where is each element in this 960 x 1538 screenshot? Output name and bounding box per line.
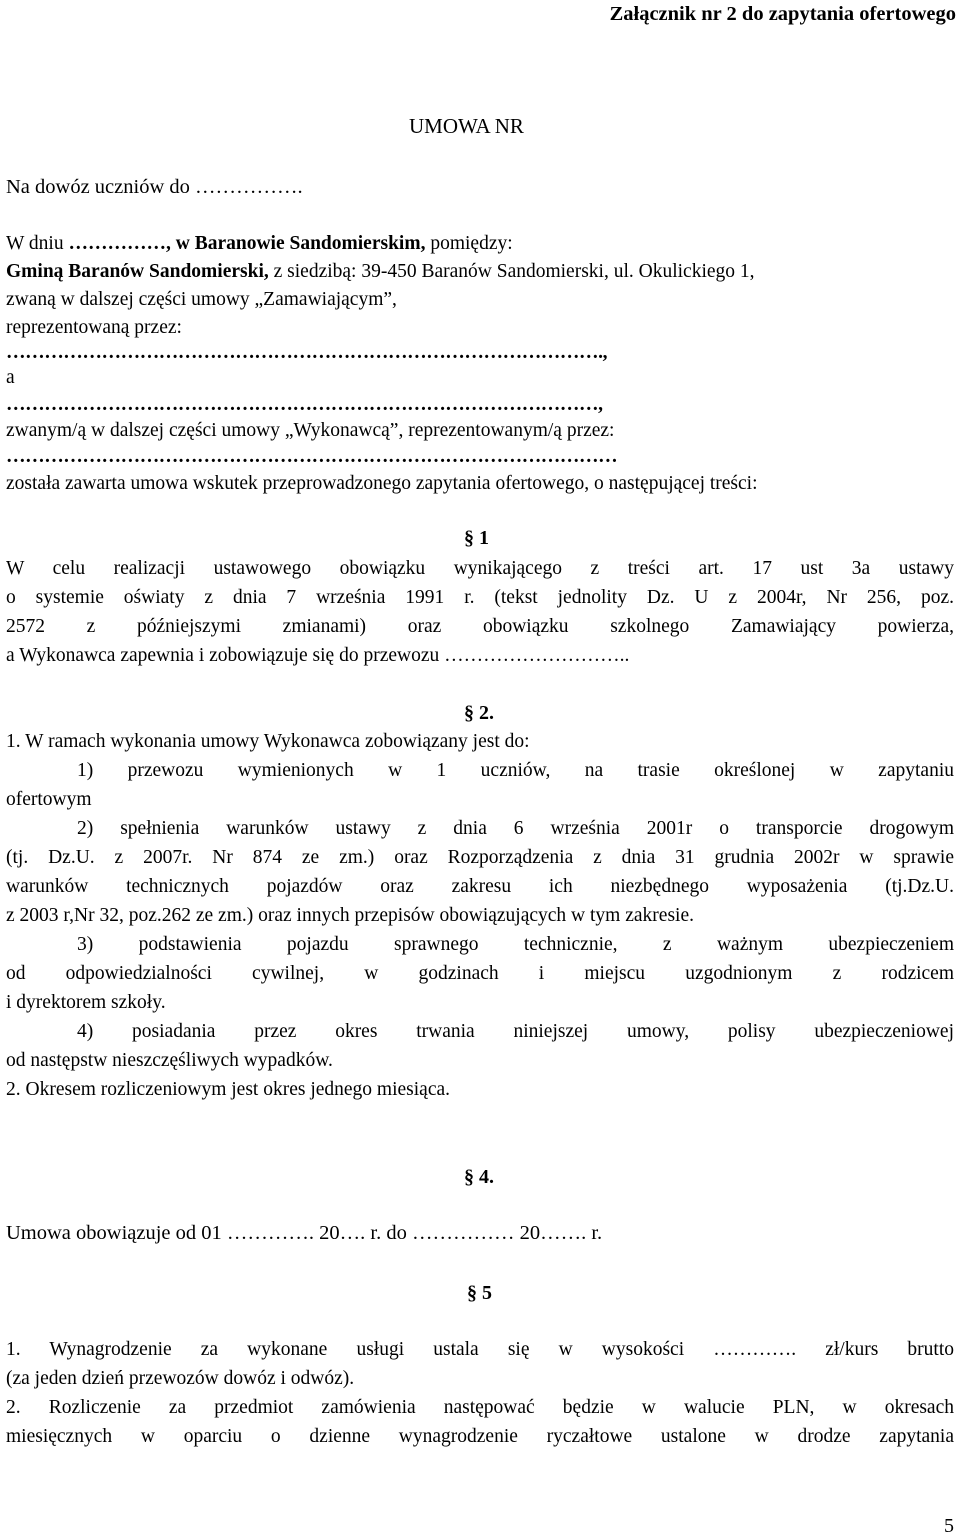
obligation-item-1: 1) przewozu wymienionych w 1 uczniów, na trasie określonej w zapytaniu — [77, 760, 954, 781]
obligation-item-3: 3) podstawienia pojazdu sprawnego technicznie, z ważnym ubezpieczeniem — [77, 934, 954, 955]
contractor-role: zwanym/ą w dalszej części umowy „Wykonawcą”, reprezentowanym/ą przez: — [6, 420, 615, 441]
section-5-paragraph-1-cont: (za jeden dzień przewozów dowóz i odwóz). — [6, 1368, 355, 1389]
date-suffix: pomiędzy: — [425, 233, 513, 254]
contractor-representative-dots: …………………………………………………………………………………… — [6, 446, 618, 467]
section-1-last-line: a Wykonawca zapewnia i zobowiązuje się do przewozu ……………………….. — [6, 645, 630, 666]
obligation-item-4-last: od następstw nieszczęśliwych wypadków. — [6, 1050, 333, 1071]
obligation-item-2-cont: warunków technicznych pojazdów oraz zakresu ich niezbędnego wyposażenia (tj.Dz.U. — [6, 876, 954, 897]
section-5-paragraph-2: 2. Rozliczenie za przedmiot zamówienia następować będzie w walucie PLN, w okresach — [6, 1397, 954, 1418]
obligation-item-3-cont: od odpowiedzialności cywilnej, w godzinach i miejscu uzgodnionym z rodzicem — [6, 963, 954, 984]
party1-name: Gminą Baranów Sandomierski, — [6, 261, 269, 282]
party1-role: zwaną w dalszej części umowy „Zamawiającym”, — [6, 289, 397, 310]
page-number: 5 — [944, 1515, 954, 1537]
transport-prefix: Na dowóz uczniów do — [6, 176, 196, 198]
date-prefix: W dniu — [6, 233, 69, 254]
contract-validity: Umowa obowiązuje od 01 …………. 20…. r. do …………… 20……. r. — [6, 1222, 603, 1244]
section-1-line: o systemie oświaty z dnia 7 września 1991 r. (tekst jednolity Dz. U z 2004r, Nr 256, poz. — [6, 587, 954, 608]
obligation-item-2: 2) spełnienia warunków ustawy z dnia 6 września 2001r o transporcie drogowym — [77, 818, 954, 839]
section-5-paragraph-2-cont: miesięcznych w oparciu o dzienne wynagrodzenie ryczałtowe ustalone w drodze zapytania — [6, 1426, 954, 1447]
obligation-item-1-cont: ofertowym — [6, 789, 92, 810]
transport-line — [6, 175, 303, 200]
represented-by: reprezentowaną przez: — [6, 317, 182, 338]
section-1-line: W celu realizacji ustawowego obowiązku wynikającego z treści art. 17 ust 3a ustawy — [6, 558, 954, 579]
transport-dots: ……………. — [195, 176, 303, 198]
section-5-paragraph-1: 1. Wynagrodzenie za wykonane usługi ustala się w wysokości …………. zł/kurs brutto — [6, 1339, 954, 1360]
section-1-line: 2572 z późniejszymi zmianami) oraz obowiązku szkolnego Zamawiający powierza, — [6, 616, 954, 637]
section-4-heading: § 4. — [464, 1166, 494, 1188]
contractor-dots: …………………………………………………………………………………, — [6, 394, 603, 415]
party1-line — [6, 260, 755, 283]
date-line — [6, 232, 513, 255]
party1-address: z siedzibą: 39-450 Baranów Sandomierski, ul. Okulickiego 1, — [268, 261, 755, 282]
concluded-text: została zawarta umowa wskutek przeprowadzonego zapytania ofertowego, o następującej treści: — [6, 473, 758, 494]
section-1-heading: § 1 — [464, 527, 489, 549]
annex-header: Załącznik nr 2 do zapytania ofertowego — [609, 3, 956, 25]
section-2-heading: § 2. — [464, 702, 494, 724]
obligation-item-2-cont: (tj. Dz.U. z 2007r. Nr 874 ze zm.) oraz Rozporządzenia z dnia 31 grudnia 2002r w sprawie — [6, 847, 954, 868]
section-2-paragraph-1: 1. W ramach wykonania umowy Wykonawca zobowiązany jest do: — [6, 731, 530, 752]
obligation-item-2-last: z 2003 r,Nr 32, poz.262 ze zm.) oraz innych przepisów obowiązujących w tym zakresie. — [6, 905, 694, 926]
date-dots: …………… — [68, 233, 166, 254]
date-place: , w Baranowie Sandomierskim, — [165, 233, 426, 254]
section-2-paragraph-2: 2. Okresem rozliczeniowym jest okres jednego miesiąca. — [6, 1079, 451, 1100]
section-5-heading: § 5 — [467, 1282, 492, 1304]
representative-dots: …………………………………………………………………………………., — [6, 342, 608, 363]
contract-title: UMOWA NR — [409, 114, 524, 138]
obligation-item-3-last: i dyrektorem szkoły. — [6, 992, 166, 1013]
and-text: a — [6, 367, 15, 388]
obligation-item-4: 4) posiadania przez okres trwania niniejszej umowy, polisy ubezpieczeniowej — [77, 1021, 954, 1042]
